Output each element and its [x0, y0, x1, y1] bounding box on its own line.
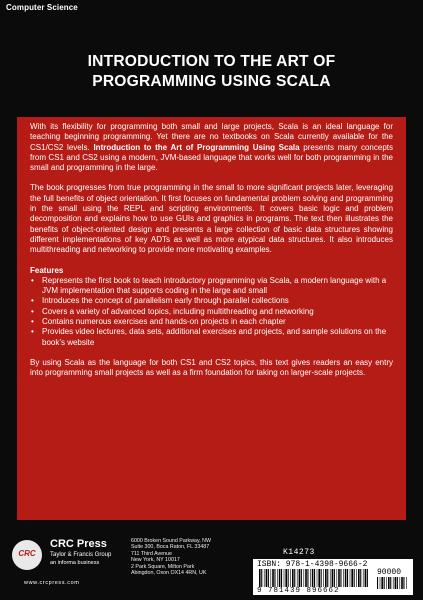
barcode-bar	[358, 569, 360, 587]
feature-text: Provides video lectures, data sets, additional exercises and projects, and sample solutions on the book’s website	[42, 327, 387, 347]
barcode-bar	[266, 569, 268, 587]
barcode-bar	[384, 577, 385, 589]
barcode-bar	[330, 569, 331, 587]
barcode-bar	[305, 569, 307, 587]
barcode-bar	[390, 577, 391, 589]
barcode-bar	[381, 577, 383, 589]
barcode-bar	[386, 577, 387, 589]
barcode-bar	[261, 569, 262, 587]
barcode-bar	[285, 569, 287, 587]
barcode-bar	[327, 569, 328, 587]
barcode-bar	[365, 569, 367, 587]
feature-text: Represents the first book to teach introductory programming via Scala, a modern language with a JVM implementation that supports coding in the large and small	[42, 275, 387, 296]
barcode-bar	[397, 577, 398, 589]
address-line: 2 Park Square, Milton Park	[131, 563, 195, 570]
barcode-main	[259, 569, 369, 587]
barcode-bar	[297, 569, 298, 587]
barcode-bar	[301, 569, 302, 587]
address-line: 6000 Broken Sound Parkway, NW	[131, 538, 211, 544]
barcode-bar	[294, 569, 295, 587]
feature-item	[30, 296, 393, 306]
publisher-group: Taylor & Francis Group	[50, 552, 112, 558]
feature-item	[30, 317, 393, 327]
bullet-icon: •	[31, 275, 34, 285]
book-title	[0, 52, 423, 92]
barcode-bar	[360, 569, 361, 587]
barcode-bar	[337, 569, 338, 587]
barcode-bar	[274, 569, 275, 587]
address-line: 711 Third Avenue	[131, 550, 172, 557]
intro-text-1: With its flexibility for programming both small and large projects, Scala is an ideal language for teaching beginning programming. Yet there are no textbooks on Scala currently available for the CS1/CS2 levels.	[30, 122, 393, 152]
crc-logo-icon	[12, 540, 42, 570]
feature-item	[30, 276, 393, 297]
barcode-bar	[325, 569, 327, 587]
barcode-bar	[310, 569, 311, 587]
barcode-bar	[281, 569, 282, 587]
barcode-bar	[323, 569, 324, 587]
barcode-bar	[307, 569, 308, 587]
barcode-bar	[317, 569, 318, 587]
barcode-bar	[340, 569, 341, 587]
barcode-bar	[318, 569, 320, 587]
ean-number: 9 781439 896662	[257, 587, 340, 595]
barcode-bar	[299, 569, 301, 587]
barcode-bar	[351, 569, 353, 587]
barcode-bar	[312, 569, 314, 587]
barcode-bar	[338, 569, 340, 587]
barcode-bar	[304, 569, 305, 587]
features-heading: Features	[30, 265, 64, 275]
feature-text: Introduces the concept of parallelism early through parallel collections	[42, 296, 289, 306]
barcode-bar	[279, 569, 281, 587]
product-code: K14273	[283, 548, 315, 557]
barcode-bar	[264, 569, 265, 587]
barcode-bar	[272, 569, 274, 587]
barcode-bar	[290, 569, 291, 587]
intro-paragraph	[30, 122, 393, 173]
price-code: 90000	[377, 568, 402, 577]
address-line: Suite 300, Boca Raton, FL 33487	[131, 544, 210, 551]
barcode-panel	[253, 559, 413, 595]
barcode-bar	[395, 577, 397, 589]
barcode-bar	[288, 569, 289, 587]
bullet-icon: •	[31, 327, 34, 337]
barcode-bar	[334, 569, 335, 587]
intro-text-2: presents many concepts from CS1 and CS2 using a modern, JVM-based language that works well for both programming in the small and programming in the large.	[30, 142, 393, 173]
barcode-bar	[388, 577, 390, 589]
barcode-bar	[356, 569, 357, 587]
barcode-bar	[271, 569, 272, 587]
address-line: New York, NY 10017	[131, 557, 180, 564]
barcode-bar	[332, 569, 334, 587]
bullet-icon: •	[31, 296, 34, 306]
address-line: Abingdon, Oxon OX14 4RN, UK	[131, 570, 207, 577]
barcode-bar	[350, 569, 351, 587]
barcode-bar	[380, 577, 381, 589]
category-label: Computer Science	[6, 3, 78, 12]
intro-book-title: Introduction to the Art of Programming Using Scala	[93, 142, 300, 152]
feature-text: Covers a variety of advanced topics, including multithreading and networking	[42, 306, 314, 316]
barcode-bar	[343, 569, 344, 587]
barcode-bar	[268, 569, 269, 587]
closing-paragraph: By using Scala as the language for both CS1 and CS2 topics, this text gives readers an easy entry into programming small projects as well as a firm foundation for taking on larger-scale projects.	[30, 357, 393, 378]
barcode-bar	[259, 569, 261, 587]
publisher-name: CRC Press	[50, 538, 107, 550]
barcode-bar	[354, 569, 355, 587]
barcode-bar	[314, 569, 315, 587]
publisher-logo	[12, 536, 122, 588]
barcode-bar	[400, 577, 401, 589]
body-paragraph: The book progresses from true programming in the small to more significant projects later, leveraging the full benefits of object orientation. It first focuses on fundamental problem solving and programming in the small using the REPL and scripting environments. It covers basic logic and problem decomposition and explains how to use GUIs and graphics in programs. The text then illustrates the benefits of object-oriented design and presents a large collection of basic data structures showing different implementations of key ADTs as well as more atypical data structures. It also introduces multithreading and networking to provide more motivating examples.	[30, 183, 393, 255]
feature-text: Contains numerous exercises and hands-on projects in each chapter	[42, 317, 286, 327]
features-list	[30, 276, 393, 348]
publisher-addresses	[131, 538, 241, 576]
barcode-bar	[345, 569, 347, 587]
barcode-bar	[367, 569, 368, 587]
barcode-bar	[292, 569, 294, 587]
title-line-1: INTRODUCTION TO THE ART OF	[87, 53, 336, 70]
barcode-bar	[321, 569, 322, 587]
description-panel	[17, 117, 406, 520]
barcode-bar	[284, 569, 285, 587]
barcode-bar	[393, 577, 394, 589]
barcode-bar	[401, 577, 403, 589]
barcode-bar	[403, 577, 404, 589]
barcode-price	[377, 577, 407, 589]
publisher-business: an informa business	[50, 560, 100, 566]
barcode-bar	[347, 569, 348, 587]
barcode-bar	[377, 577, 378, 589]
publisher-url: www.crcpress.com	[24, 580, 80, 586]
feature-item	[30, 327, 393, 348]
isbn-label: ISBN: 978-1-4398-9666-2	[257, 560, 368, 569]
title-line-2: PROGRAMMING USING SCALA	[92, 73, 331, 90]
barcode-bar	[406, 577, 407, 589]
feature-item	[30, 307, 393, 317]
barcode-bar	[363, 569, 364, 587]
barcode-bar	[277, 569, 278, 587]
logo-text: CRC	[18, 549, 36, 558]
bullet-icon: •	[31, 306, 34, 316]
bullet-icon: •	[31, 317, 34, 327]
